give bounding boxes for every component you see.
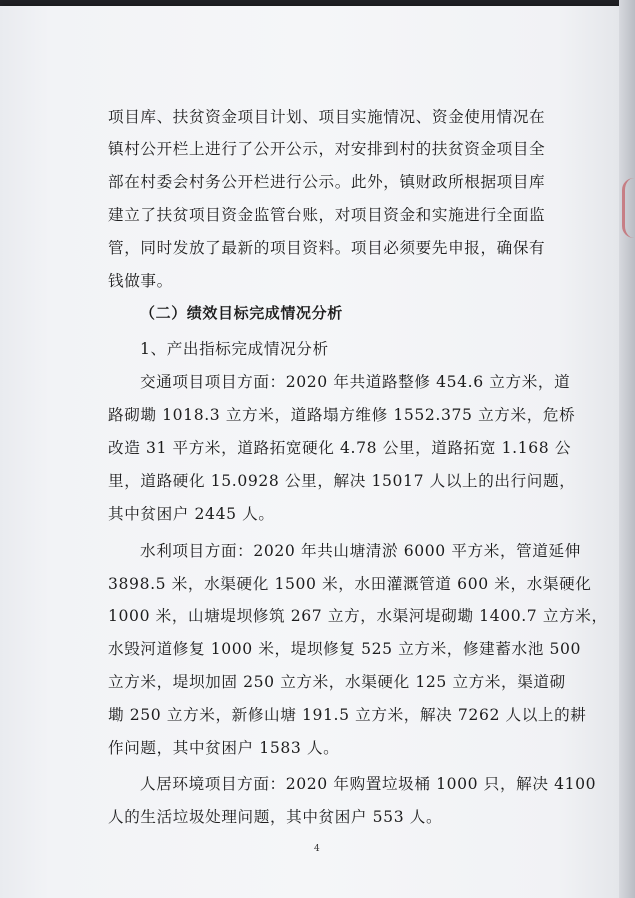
body-line: 建立了扶贫项目资金监管台账，对项目资金和实施进行全面监: [108, 206, 546, 224]
body-line: 里，道路硬化 15.0928 公里，解决 15017 人以上的出行问题，: [108, 472, 576, 490]
body-line: 镇村公开栏上进行了公开公示，对安排到村的扶贫资金项目全: [108, 140, 546, 158]
body-line: 3898.5 米，水渠硬化 1500 米，水田灌溉管道 600 米，水渠硬化: [108, 575, 592, 593]
document-page: [0, 6, 620, 898]
page-edge: [619, 0, 635, 898]
body-line: 管，同时发放了最新的项目资料。项目必须要先申报，确保有: [108, 239, 546, 257]
body-line: 交通项目项目方面：2020 年共道路整修 454.6 立方米，道: [140, 373, 571, 391]
body-line: 作问题，其中贫困户 1583 人。: [108, 739, 340, 757]
body-line: 水利项目方面：2020 年共山塘清淤 6000 平方米，管道延伸: [140, 542, 581, 560]
page-number: 4: [314, 844, 320, 854]
body-line: 项目库、扶贫资金项目计划、项目实施情况、资金使用情况在: [108, 108, 546, 126]
body-line: 改造 31 平方米，道路拓宽硬化 4.78 公里，道路拓宽 1.168 公: [108, 439, 572, 457]
red-stamp-edge: [622, 178, 635, 238]
body-line: 1000 米，山塘堤坝修筑 267 立方，水渠河堤砌墈 1400.7 立方米，: [108, 607, 608, 625]
body-line: 钱做事。: [108, 272, 173, 290]
body-line: 路砌墈 1018.3 立方米，道路塌方维修 1552.375 立方米，危桥: [108, 406, 576, 424]
body-line: 墈 250 立方米，新修山塘 191.5 立方米，解决 7262 人以上的耕: [108, 706, 587, 724]
body-line: 其中贫困户 2445 人。: [108, 505, 275, 523]
body-line: 水毁河道修复 1000 米，堤坝修复 525 立方米，修建蓄水池 500: [108, 640, 582, 658]
section-heading: （二）绩效目标完成情况分析: [140, 304, 343, 322]
body-line: 人居环境项目方面：2020 年购置垃圾桶 1000 只，解决 4100: [140, 775, 597, 793]
body-line: 人的生活垃圾处理问题，其中贫困户 553 人。: [108, 808, 443, 826]
subsection-heading: 1、产出指标完成情况分析: [140, 340, 329, 358]
body-line: 部在村委会村务公开栏进行公示。此外，镇财政所根据项目库: [108, 173, 546, 191]
body-line: 立方米，堤坝加固 250 立方米，水渠硬化 125 立方米，渠道砌: [108, 673, 566, 691]
